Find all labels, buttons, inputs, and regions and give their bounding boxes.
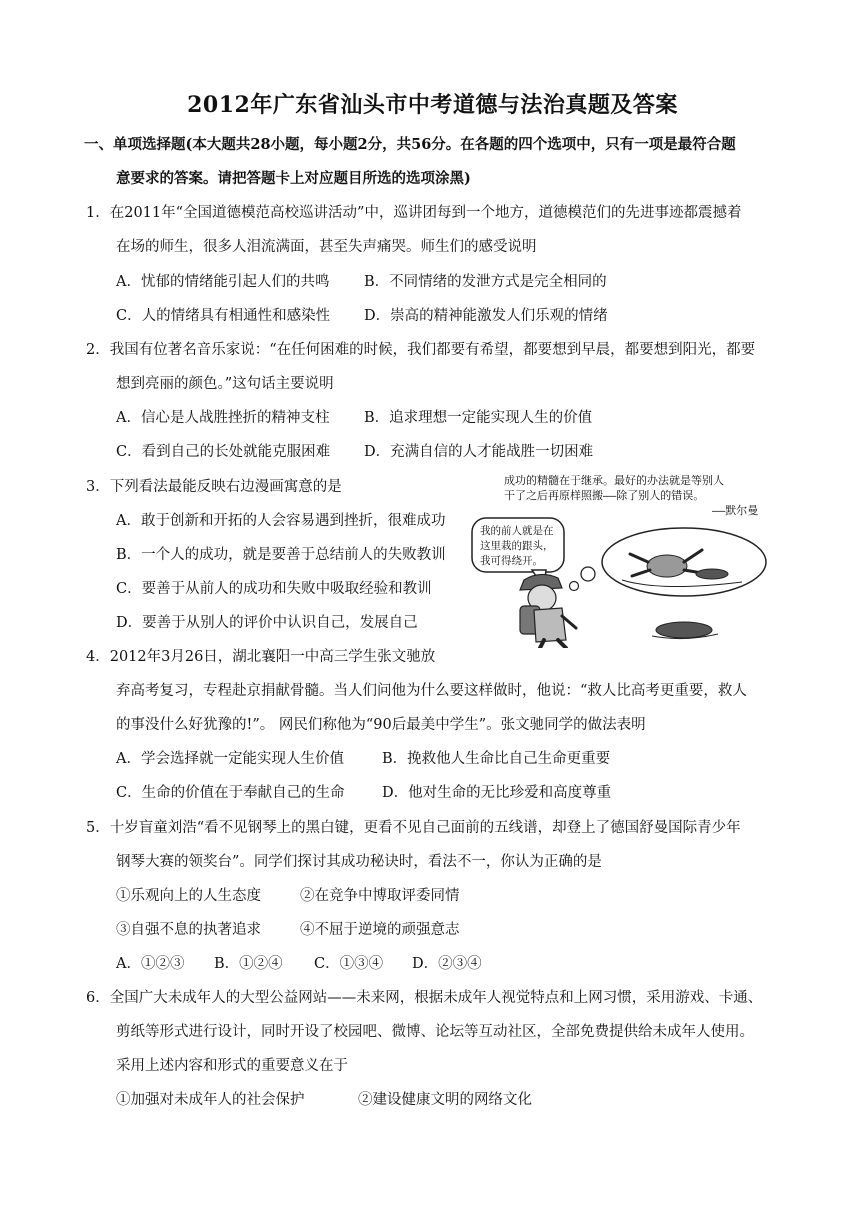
section-heading: 一、单项选择题(本大题共28小题，每小题2分，共56分。在各题的四个选项中，只有一项是最符合题 (84, 136, 736, 153)
q3-option-c: C．要善于从前人的成功和失败中吸取经验和教训 (116, 581, 432, 597)
q2-stem-cont: 想到亮丽的颜色。”这句话主要说明 (116, 376, 334, 392)
q5-stem-cont: 钢琴大赛的领奖台”。同学们探讨其成功秘诀时，看法不一，你认为正确的是 (116, 854, 602, 870)
q2-option-d: D．充满自信的人才能战胜一切困难 (364, 444, 594, 460)
q2-option-c: C．看到自己的长处就能克服困难 (116, 444, 331, 460)
stone-on-ground (652, 622, 718, 639)
cartoon-quote-line1: 成功的精髓在于继承。最好的办法就是等别人 (504, 474, 724, 487)
q5-statement-4: ④不屈于逆境的顽强意志 (300, 922, 460, 938)
cartoon-quote-author: ——默尔曼 (712, 504, 759, 517)
thought-cloud (570, 528, 767, 596)
q3-stem: 3．下列看法最能反映右边漫画寓意的是 (86, 479, 342, 495)
q6-statement-1: ①加强对未成年人的社会保护 (116, 1092, 305, 1108)
q6-stem: 6．全国广大未成年人的大型公益网站——未来网，根据未成年人视觉特点和上网习惯，采用游戏、卡通、 (86, 990, 763, 1006)
bubble-line1: 我的前人就是在 (480, 525, 554, 537)
q2-stem: 2．我国有位著名音乐家说：“在任何困难的时候，我们都要有希望，都要想到早晨，都要想到阳光，都要 (86, 342, 756, 358)
walking-man-figure (520, 574, 576, 648)
cartoon-illustration (462, 470, 780, 648)
q4-option-a: A．学会选择就一定能实现人生价值 (116, 751, 344, 767)
q6-statement-2: ②建设健康文明的网络文化 (358, 1092, 532, 1108)
q4-stem-cont: 弃高考复习，专程赴京捐献骨髓。当人们问他为什么要这样做时，他说：“救人比高考更重要，救人 (116, 683, 747, 699)
q5-option-a: A．①②③ (116, 956, 185, 972)
q2-option-b: B．追求理想一定能实现人生的价值 (364, 410, 593, 426)
cartoon-quote-line2: 干了之后再原样照搬——除了别人的错误。 (504, 489, 705, 502)
q6-stem-cont2: 采用上述内容和形式的重要意义在于 (116, 1058, 348, 1074)
q1-option-d: D．崇高的精神能激发人们乐观的情绪 (364, 308, 608, 324)
q1-option-a: A．忧郁的情绪能引起人们的共鸣 (116, 274, 330, 290)
bubble-line3: 我可得绕开。 (480, 555, 543, 567)
q5-stem: 5．十岁盲童刘浩“看不见钢琴上的黑白键，更看不见自己面前的五线谱，却登上了德国舒曼国际青少年 (86, 820, 741, 836)
q2-option-a: A．信心是人战胜挫折的精神支柱 (116, 410, 330, 426)
cartoon-drawing (462, 470, 780, 648)
q3-option-d: D．要善于从别人的评价中认识自己，发展自己 (116, 615, 418, 631)
q5-statement-3: ③自强不息的执著追求 (116, 922, 261, 938)
bubble-line2: 这里栽的跟头， (480, 540, 554, 552)
q5-statement-2: ②在竞争中博取评委同情 (300, 888, 460, 904)
q3-option-b: B．一个人的成功，就是要善于总结前人的失败教训 (116, 547, 446, 563)
q1-option-c: C．人的情绪具有相通性和感染性 (116, 308, 331, 324)
q4-option-c: C．生命的价值在于奉献自己的生命 (116, 785, 345, 801)
q1-stem-cont: 在场的师生，很多人泪流满面，甚至失声痛哭。师生们的感受说明 (116, 239, 537, 255)
q5-option-c: C．①③④ (314, 956, 384, 972)
q1-stem: 1．在2011年“全国道德模范高校巡讲活动”中，巡讲团每到一个地方，道德模范们的先进事迹都震撼着 (86, 205, 742, 221)
q1-option-b: B．不同情绪的发泄方式是完全相同的 (364, 274, 607, 290)
q5-statement-1: ①乐观向上的人生态度 (116, 888, 261, 904)
q4-stem-cont2: 的事没什么好犹豫的!”。 网民们称他为“90后最美中学生”。张文驰同学的做法表明 (116, 717, 646, 733)
q3-option-a: A．敢于创新和开拓的人会容易遇到挫折，很难成功 (116, 513, 446, 529)
q5-option-b: B．①②④ (214, 956, 283, 972)
q5-option-d: D．②③④ (412, 956, 482, 972)
section-heading-cont: 意要求的答案。请把答题卡上对应题目所选的选项涂黑) (116, 170, 471, 187)
q4-stem: 4．2012年3月26日，湖北襄阳一中高三学生张文驰放 (86, 649, 436, 665)
q4-option-b: B．挽救他人生命比自己生命更重要 (382, 751, 611, 767)
document-title: 2012年广东省汕头市中考道德与法治真题及答案 (187, 92, 678, 118)
q6-stem-cont: 剪纸等形式进行设计，同时开设了校园吧、微博、论坛等互动社区，全部免费提供给未成年人使用。 (116, 1024, 754, 1040)
q4-option-d: D．他对生命的无比珍爱和高度尊重 (382, 785, 612, 801)
